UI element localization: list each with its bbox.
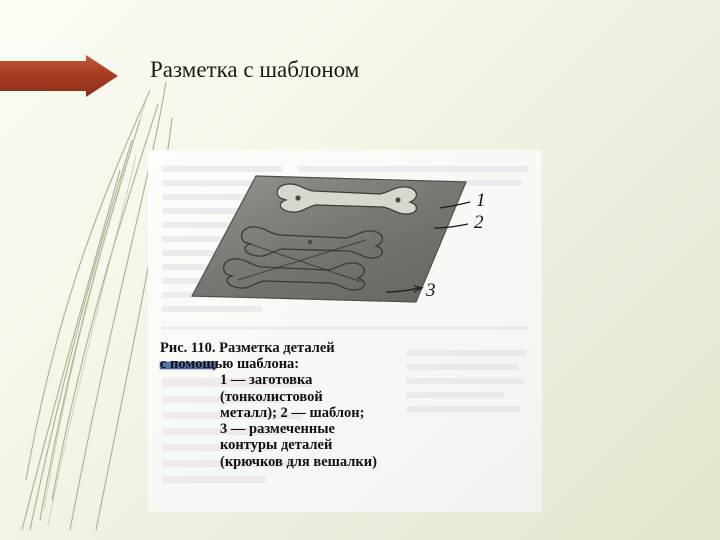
figure-caption [160,340,536,470]
figure-image [148,150,542,512]
page-title: Разметка с шаблоном [150,57,360,82]
svg-text:2: 2 [474,212,484,233]
svg-text:1: 1 [476,190,486,211]
caption-line-3: (тонколистовой [220,388,323,405]
caption-line-2: 1 — заготовка [220,372,313,389]
svg-text:3: 3 [426,280,436,301]
caption-line-1: с помощью шаблона: [160,356,300,373]
figure-label: Рис. 110. [160,340,216,356]
caption-line-0: Разметка деталей [219,340,335,356]
arrow-banner-icon [0,55,118,97]
caption-line-4: металл); 2 — шаблон; [220,404,365,421]
caption-line-7: (крючков для вешалки) [220,453,377,470]
caption-line-6: контуры деталей [220,437,333,454]
caption-line-5: 3 — размеченные [220,421,335,438]
